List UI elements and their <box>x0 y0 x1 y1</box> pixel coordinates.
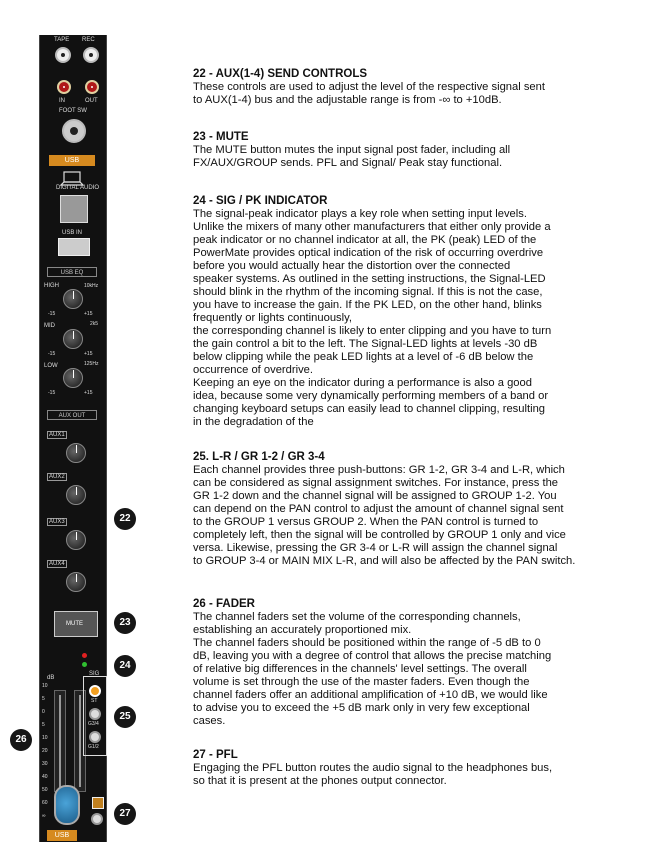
section-line: before you would actually hear the distortion over the connected <box>193 260 511 272</box>
section-line: versa. Likewise, pressing the GR 3-4 or L-R will assign the channel signal <box>193 542 558 554</box>
low-max-label: +15 <box>84 390 93 396</box>
eq-high-knob[interactable] <box>63 289 83 309</box>
usb-section-bar: USB <box>49 155 95 166</box>
callout-24: 24 <box>114 655 136 677</box>
usb-eq-section-box: USB EQ <box>47 267 97 277</box>
peak-led <box>82 653 87 658</box>
section-26 <box>193 598 603 728</box>
db-label: dB <box>47 675 55 681</box>
section-title: 27 - PFL <box>193 749 238 761</box>
section-line: The MUTE button mutes the input signal post fader, including all <box>193 144 511 156</box>
callout-27: 27 <box>114 803 136 825</box>
digital-audio-label: DIGITAL AUDIO <box>56 185 100 191</box>
out-rca-jack[interactable] <box>85 80 99 94</box>
section-line: you have to increase the gain. If the PK LED, on the other hand, blinks <box>193 299 542 311</box>
out-label: OUT <box>85 98 98 104</box>
aux1-send-knob[interactable] <box>66 443 86 463</box>
fader-track-left[interactable] <box>54 690 66 792</box>
fader-scale-tick: 20 <box>42 748 48 754</box>
in-label: IN <box>59 98 65 104</box>
section-line: Unlike the mixers of many other manufacturers that either only provide a <box>193 221 551 233</box>
eq-low-knob[interactable] <box>63 368 83 388</box>
section-line: frequently or lights continuously, <box>193 312 352 324</box>
high-label: HIGH <box>44 283 59 289</box>
section-line: These controls are used to adjust the level of the respective signal sent <box>193 81 545 93</box>
section-line: volume is set through the use of the master faders. Even though the <box>193 676 530 688</box>
section-line: to the GROUP 1 versus GROUP 2. When the PAN control is turned to <box>193 516 539 528</box>
section-24 <box>193 195 603 429</box>
section-title: 23 - MUTE <box>193 131 249 143</box>
section-line: FX/AUX/GROUP sends. PFL and Signal/ Peak stay functional. <box>193 157 503 169</box>
section-line: GR 1-2 down and the channel signal will be assigned to GROUP 1-2. You <box>193 490 557 502</box>
mid-max-label: +15 <box>84 351 93 357</box>
g12-button[interactable] <box>89 731 101 743</box>
g34-label: G3/4 <box>88 721 99 727</box>
fader-scale-tick: 5 <box>42 696 45 702</box>
usb-a-port[interactable] <box>58 238 90 256</box>
callout-25: 25 <box>114 706 136 728</box>
g34-button[interactable] <box>89 708 101 720</box>
rec-label: REC <box>82 37 95 43</box>
section-line: can depend on the PAN control to adjust the amount of channel signal sent <box>193 503 564 515</box>
callout-26: 26 <box>10 729 32 751</box>
aux1-label: AUX1 <box>49 432 65 438</box>
foot-switch-jack[interactable] <box>62 119 86 143</box>
fader-scale-tick: 10 <box>42 735 48 741</box>
section-line: to GROUP 3-4 or MAIN MIX L-R, and will also be affected by the PAN switch. <box>193 555 576 567</box>
st-button[interactable] <box>89 685 101 697</box>
section-line: cases. <box>193 715 226 727</box>
section-line: of relative big differences in the channels' level settings. The overall <box>193 663 527 675</box>
section-line: below clipping while the peak LED lights at a level of -6 dB below the <box>193 351 534 363</box>
fader-scale-tick: 50 <box>42 787 48 793</box>
section-line: completely left, then the signal will be controlled by GROUP 1 only and vice <box>193 529 566 541</box>
high-max-label: +15 <box>84 311 93 317</box>
usb-b-port[interactable] <box>60 195 88 223</box>
pfl-led <box>92 797 104 809</box>
st-label: ST <box>91 698 98 704</box>
section-25 <box>193 451 603 568</box>
callout-22: 22 <box>114 508 136 530</box>
section-line: channel faders offer an additional amplification of +10 dB, we would like <box>193 689 548 701</box>
section-line: speaker systems. As outlined in the setting instructions, the Signal-LED <box>193 273 546 285</box>
mute-label: MUTE <box>66 621 83 627</box>
section-title: 26 - FADER <box>193 598 255 610</box>
section-line: peak indicator or no channel indicator at all, the PK (peak) LED of the <box>193 234 537 246</box>
section-line: so that it is present at the phones output connector. <box>193 775 447 787</box>
section-line: can be considered as signal assignment switches. For instance, press the <box>193 477 559 489</box>
section-line: the gain control a bit to the left. The Signal-LED lights at levels -30 dB <box>193 338 538 350</box>
fader-scale-tick: 10 <box>42 683 48 689</box>
mid-label: MID <box>44 323 55 329</box>
aux-out-section-box: AUX OUT <box>47 410 97 420</box>
section-line: idea, because some very dynamically performing members of a band or <box>193 390 549 402</box>
section-line: Engaging the PFL button routes the audio signal to the headphones bus, <box>193 762 553 774</box>
section-line: should blink in the rhythm of the incoming signal. If this is not the case, <box>193 286 543 298</box>
fader-scale-tick: 40 <box>42 774 48 780</box>
low-freq-label: 125Hz <box>84 361 99 367</box>
in-rca-jack[interactable] <box>57 80 71 94</box>
eq-mid-knob[interactable] <box>63 329 83 349</box>
mid-freq-label: 2k5 <box>90 321 99 327</box>
aux2-send-knob[interactable] <box>66 485 86 505</box>
tape-label: TAPE <box>54 37 70 43</box>
rec-jack[interactable] <box>83 47 99 63</box>
section-27 <box>193 749 603 788</box>
tape-jack[interactable] <box>55 47 71 63</box>
aux4-label: AUX4 <box>49 561 65 567</box>
pfl-button[interactable] <box>91 813 103 825</box>
high-min-label: -15 <box>48 311 56 317</box>
section-title: 22 - AUX(1-4) SEND CONTROLS <box>193 68 368 80</box>
section-line: occurrence of overdrive. <box>193 364 314 376</box>
section-line: to AUX(1-4) bus and the adjustable range is from -∞ to +10dB. <box>193 94 502 106</box>
fader-scale-tick: 60 <box>42 800 48 806</box>
section-23 <box>193 131 603 170</box>
fader-scale-tick: ∞ <box>42 813 46 819</box>
section-line: changing keyboard setups can easily lead to channel clipping, resulting <box>193 403 546 415</box>
low-min-label: -15 <box>48 390 56 396</box>
section-line: The channel faders should be positioned within the range of -5 dB to 0 <box>193 637 541 649</box>
section-line: in the degradation of the <box>193 416 314 428</box>
laptop-icon <box>60 171 84 187</box>
mid-min-label: -15 <box>48 351 56 357</box>
section-line: the corresponding channel is likely to enter clipping and you have to turn <box>193 325 552 337</box>
callout-23: 23 <box>114 612 136 634</box>
high-freq-label: 10kHz <box>84 283 99 289</box>
usb-in-label: USB IN <box>62 230 83 236</box>
aux3-send-knob[interactable] <box>66 530 86 550</box>
aux4-send-knob[interactable] <box>66 572 86 592</box>
sig-label: SIG <box>89 671 100 677</box>
fader-scale-tick: 0 <box>42 709 45 715</box>
section-line: The channel faders set the volume of the corresponding channels, <box>193 611 521 623</box>
section-22 <box>193 68 603 107</box>
foot-sw-label: FOOT SW <box>59 108 87 114</box>
fader-scale-tick: 5 <box>42 722 45 728</box>
section-line: The signal-peak indicator plays a key role when setting input levels. <box>193 208 527 220</box>
fader-knob[interactable] <box>54 785 80 825</box>
fader-scale-tick: 30 <box>42 761 48 767</box>
section-line: Each channel provides three push-buttons: GR 1-2, GR 3-4 and L-R, which <box>193 464 565 476</box>
g12-label: G1/2 <box>88 744 99 750</box>
section-line: establishing an accurately proportioned mix. <box>193 624 412 636</box>
section-title: 24 - SIG / PK INDICATOR <box>193 195 328 207</box>
signal-led <box>82 662 87 667</box>
aux3-label: AUX3 <box>49 519 65 525</box>
aux2-label: AUX2 <box>49 474 65 480</box>
section-line: Keeping an eye on the indicator during a performance is also a good <box>193 377 532 389</box>
section-line: PowerMate provides optical indication of the risk of occurring overdrive <box>193 247 544 259</box>
section-line: dB, leaving you with a degree of control that allows the precise matching <box>193 650 552 662</box>
section-title: 25. L-R / GR 1-2 / GR 3-4 <box>193 451 325 463</box>
usb-bottom-bar: USB <box>47 830 77 841</box>
low-label: LOW <box>44 363 58 369</box>
section-line: to advise you to exceed the +5 dB mark only in very few exceptional <box>193 702 530 714</box>
